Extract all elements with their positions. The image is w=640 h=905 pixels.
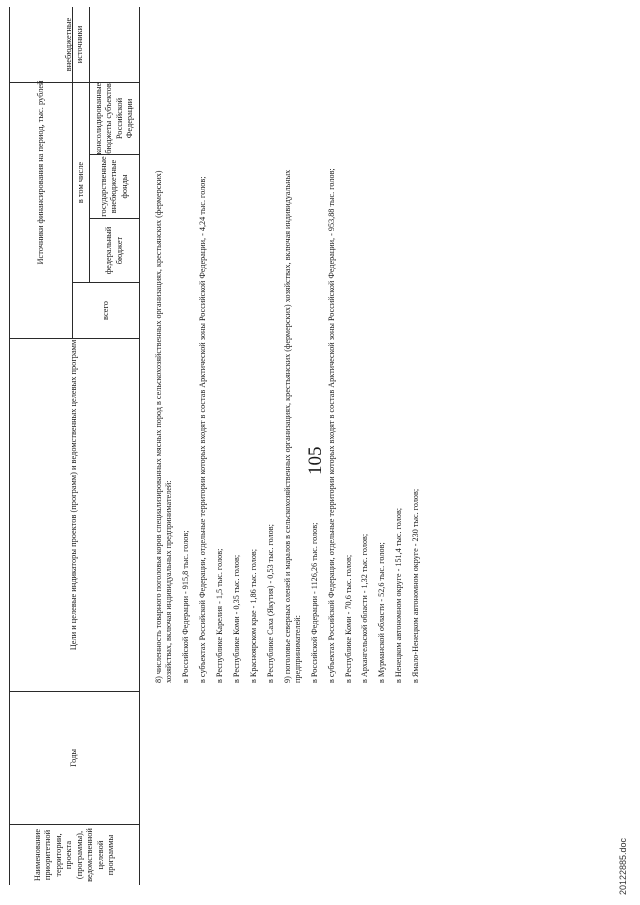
list-item: в Мурманской области - 52,6 тыс. голов; <box>377 542 387 683</box>
header-goals: Цели и целевые индикаторы проектов (программ) и ведомственных целевых программ <box>69 339 79 651</box>
header-extrabudget: внебюджетные источники <box>64 17 84 72</box>
list-item: в Республике Карелия - 1,5 тыс. голов; <box>214 548 224 683</box>
header-years: Годы <box>69 749 79 767</box>
list-item: 8) численность товарного поголовья коров специализированных мясных пород в сельскохозяйственных организациях, крестьянских (фермерских) хозяйствах, включая индивидуальных предпринимателей: <box>154 170 174 683</box>
header-incl: в том числе <box>75 161 85 204</box>
list-item: в Республике Саха (Якутия) - 0,53 тыс. голов; <box>265 524 275 683</box>
page-number: 105 <box>305 446 326 475</box>
list-item: в Республике Коми - 0,35 тыс. голов; <box>231 554 241 683</box>
list-item: в субъектах Российской Федерации, отдельные территории которых входят в состав Арктической зоны Российской Федерации, - 953,88 тыс. голов; <box>326 168 336 683</box>
list-item: в Архангельской области - 1,32 тыс. голов; <box>360 533 370 683</box>
document-id: 20122885.doc <box>618 837 628 895</box>
header-federal: федеральный бюджет <box>104 226 124 275</box>
list-item: в Ямало-Ненецком автономном округе - 230 тыс. голов; <box>411 488 421 683</box>
goals-list <box>154 137 428 683</box>
header-name: Наименование приоритетной территории, проекта (программы), ведомственной целевой программы <box>32 828 115 882</box>
header-sources-group: Источники финансирования на период, тыс. рублей <box>35 80 45 265</box>
list-item: в субъектах Российской Федерации, отдельные территории которых входят в состав Арктической зоны Российской Федерации, - 4,24 тыс. голов; <box>198 176 208 683</box>
table-header-divider <box>139 7 140 885</box>
list-item: в Российской Федерации - 1126,26 тыс. голов; <box>309 522 319 683</box>
header-state-funds: государственные внебюджетные фонды <box>98 156 129 217</box>
header-total: всего <box>100 301 110 320</box>
list-item: в Российской Федерации - 915,8 тыс. голов; <box>181 530 191 683</box>
list-item: 9) поголовье северных оленей и маралов в сельскохозяйственных организациях, крестьянских (фермерских) хозяйствах, включая индивидуальных предпринимателей: <box>282 169 302 683</box>
header-regional: консолидированные бюджеты субъектов Российской Федерации <box>93 82 134 155</box>
list-item: в Ненецком автономном округе - 151,4 тыс. голов; <box>394 507 404 683</box>
list-item: в Республике Коми - 70,6 тыс. голов; <box>343 554 353 683</box>
list-item: в Красноярском крае - 1,86 тыс. голов; <box>248 548 258 683</box>
